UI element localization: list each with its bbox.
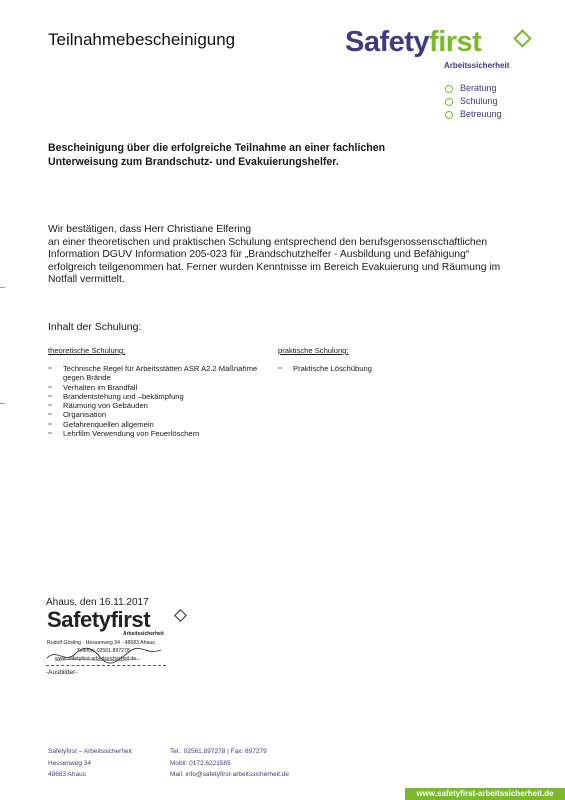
bullet-icon (48, 413, 52, 415)
document-title: Teilnahmebescheinigung (48, 30, 236, 49)
circle-bullet-icon (445, 98, 453, 106)
logo-subtitle: Arbeitssicherheit (444, 61, 510, 70)
list-item-text: Brandentstehung und –bekämpfung (63, 391, 184, 401)
theory-list (48, 364, 268, 438)
theory-title: theoretische Schulung: (48, 346, 126, 355)
list-item (48, 364, 268, 383)
certificate-heading (48, 141, 518, 169)
logo-safety-text: Safety (345, 26, 430, 58)
list-item (48, 410, 268, 419)
footer-url-bar[interactable]: www.safetyfirst-arbeitssicherheit.de (405, 788, 565, 800)
service-label: Beratung (460, 83, 497, 93)
stamp-website: www.safetyfirst-arbeitssicherheit.de (55, 656, 137, 662)
bullet-icon (48, 386, 52, 388)
footer-line: Tel.: 02561.897278 | Fax: 897279 (170, 748, 267, 755)
footer-line: Hessenweg 34 (48, 759, 91, 767)
bullet-icon (48, 404, 52, 406)
list-item (278, 364, 478, 373)
certificate-body (48, 224, 518, 287)
content-title: Inhalt der Schulung: (48, 321, 142, 333)
services-list (445, 82, 502, 121)
trainer-label: -Ausbilder- (46, 669, 78, 676)
footer-line: Mobil: 0172.6221565 (170, 759, 231, 767)
list-item-text: Organisation (63, 410, 107, 420)
stamp-phone: Telefon: 02561.897278 (77, 648, 130, 654)
logo-first-text: first (429, 26, 482, 58)
footer-line: Mail: info@safetyfirst-arbeitssicherheit.de (170, 771, 289, 778)
signature-line (46, 665, 166, 666)
service-label: Schulung (460, 96, 498, 106)
list-item-text: Gefahrenquellen allgemein (63, 419, 154, 429)
body-line: Wir bestätigen, dass Herr Christiane Elfering (48, 224, 252, 235)
stamp-subtitle: Arbeitssicherheit (123, 631, 164, 637)
list-item-text: Verhalten im Brandfall (63, 382, 138, 392)
service-label: Betreuung (460, 109, 502, 119)
bullet-icon (48, 395, 52, 397)
circle-bullet-icon (445, 85, 453, 93)
list-item (48, 420, 268, 429)
footer-line: Safetyfirst – Arbeitssicherheit (48, 748, 132, 755)
bullet-icon (48, 367, 52, 369)
body-paragraph: an einer theoretischen und praktischen Schulung entsprechend den berufsgenossenschaftlichen Information DGUV Information 205-023 für „Brandschutzhelfer - Ausbildung und Befähigung“ erfolgreich teilgenommen hat. Ferner wurden Kenntnisse im Bereich Evakuierung und Räumung im Notfall vermittelt. (48, 236, 501, 286)
list-item (48, 429, 268, 438)
practice-list (278, 364, 478, 373)
logo-wordmark (345, 28, 535, 57)
heading-line: Bescheinigung über die erfolgreiche Teilnahme an einer fachlichen (48, 142, 386, 154)
practice-title: praktische Schulung: (278, 346, 349, 355)
list-item-text: Praktische Löschübung (293, 364, 372, 373)
list-item-text: Technische Regel für Arbeitsstätten ASR A2.2 Maßnahme gegen Brände (63, 364, 258, 383)
circle-bullet-icon (445, 111, 453, 119)
list-item (48, 392, 268, 401)
list-item-text: Lehrfilm Verwendung von Feuerlöschern (63, 429, 200, 439)
footer-address (48, 746, 132, 781)
bullet-icon (48, 423, 52, 425)
service-item (445, 82, 502, 95)
margin-mark (0, 403, 5, 404)
bullet-icon (48, 432, 52, 434)
footer-contact (170, 746, 289, 781)
list-item (48, 401, 268, 410)
list-item-text: Räumung von Gebäuden (63, 401, 148, 411)
margin-mark (0, 287, 5, 288)
signature-icon (45, 644, 165, 666)
bullet-icon (278, 367, 282, 369)
service-item (445, 108, 502, 121)
list-item (48, 383, 268, 392)
safetyfirst-logo (345, 26, 535, 70)
heading-line: Unterweisung zum Brandschutz- und Evakuierungshelfer. (48, 156, 339, 168)
footer-line: 48683 Ahaus (48, 771, 86, 778)
service-item (445, 95, 502, 108)
stamp-address: Rudolf Gösling · Hessenweg 34 · 48683 Ahaus (47, 640, 155, 646)
place-date: Ahaus, den 16.11.2017 (46, 597, 149, 608)
stamp-wordmark: Safetyfirst (47, 607, 151, 632)
